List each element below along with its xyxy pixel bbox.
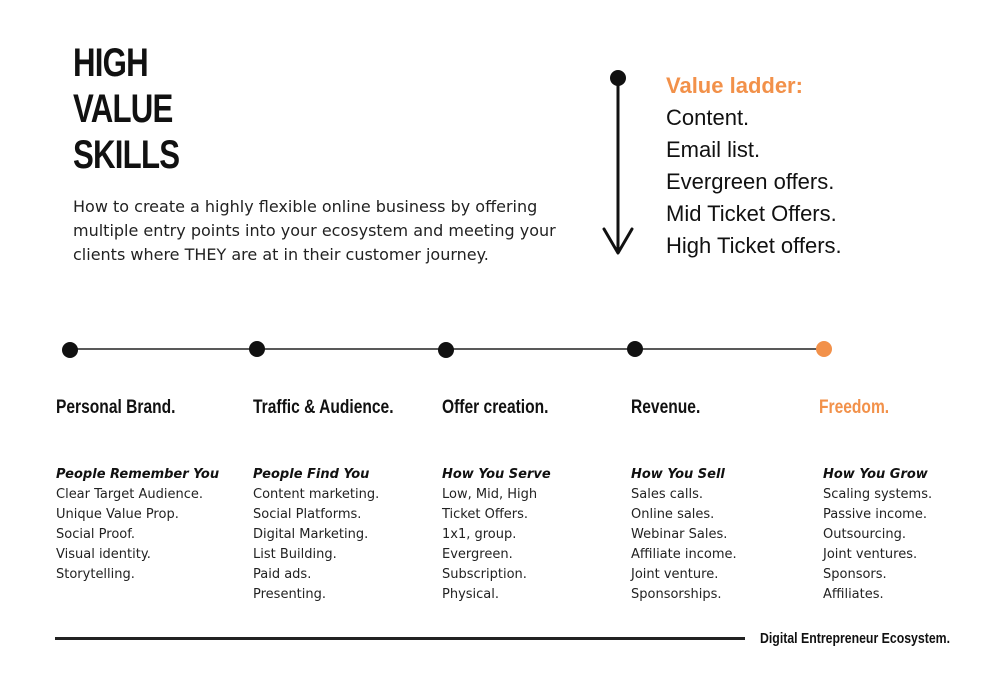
stage-item: Passive income.	[823, 507, 927, 522]
down-arrow-icon	[596, 65, 640, 265]
stage-subheading: How You Grow	[823, 467, 928, 482]
timeline-dot-freedom	[816, 341, 832, 357]
value-ladder-item: Evergreen offers.	[666, 169, 835, 194]
timeline-dot-traffic	[249, 341, 265, 357]
stage-item: 1x1, group.	[442, 527, 517, 542]
stage-item: Content marketing.	[253, 487, 380, 502]
value-ladder-title: Value ladder:	[666, 73, 803, 98]
stage-item: Sales calls.	[631, 487, 703, 502]
stage-item: Unique Value Prop.	[56, 507, 179, 522]
stage-subheading: People Find You	[253, 467, 370, 482]
stage-subheading: People Remember You	[56, 467, 220, 482]
stage-item: Online sales.	[631, 507, 715, 522]
timeline-dot-revenue	[627, 341, 643, 357]
title-line-3: SKILLS	[73, 133, 180, 177]
stage-heading: Personal Brand.	[56, 397, 176, 418]
value-ladder	[666, 70, 842, 262]
stage-traffic-audience	[253, 395, 424, 605]
stage-item: Affiliates.	[823, 587, 884, 602]
value-ladder-item: High Ticket offers.	[666, 233, 842, 258]
stage-item: Storytelling.	[56, 567, 135, 582]
stage-item: Ticket Offers.	[442, 507, 529, 522]
title-line-2: VALUE	[73, 87, 173, 131]
stage-item: Webinar Sales.	[631, 527, 728, 542]
stage-item: Paid ads.	[253, 567, 312, 582]
stage-personal-brand	[56, 395, 219, 585]
stage-item: Visual identity.	[56, 547, 151, 562]
timeline-dot-personal-brand	[62, 342, 78, 358]
value-ladder-item: Email list.	[666, 137, 761, 162]
stage-subheading: How You Serve	[442, 467, 551, 482]
stage-heading: Freedom.	[819, 397, 890, 418]
stage-item: List Building.	[253, 547, 337, 562]
value-ladder-item: Mid Ticket Offers.	[666, 201, 837, 226]
stage-freedom	[819, 395, 932, 605]
stage-heading: Revenue.	[631, 397, 701, 418]
stage-item: Social Platforms.	[253, 507, 362, 522]
timeline-dot-offer	[438, 342, 454, 358]
stage-subheading: How You Sell	[631, 467, 725, 482]
stage-item: Sponsors.	[823, 567, 887, 582]
stage-item: Presenting.	[253, 587, 327, 602]
stage-offer-creation	[442, 395, 572, 605]
stage-item: Social Proof.	[56, 527, 136, 542]
stage-item: Digital Marketing.	[253, 527, 369, 542]
stage-item: Joint ventures.	[823, 547, 918, 562]
stage-heading: Traffic & Audience.	[253, 397, 394, 418]
timeline	[0, 330, 1000, 370]
stage-item: Physical.	[442, 587, 500, 602]
stage-item: Scaling systems.	[823, 487, 933, 502]
stage-item: Outsourcing.	[823, 527, 906, 542]
stage-item: Low, Mid, High	[442, 487, 538, 502]
page-title	[73, 40, 179, 178]
stage-item: Joint venture.	[631, 567, 719, 582]
stage-item: Evergreen.	[442, 547, 513, 562]
stage-heading: Offer creation.	[442, 397, 549, 418]
footer-caption: Digital Entrepreneur Ecosystem.	[760, 630, 951, 647]
title-line-1: HIGH	[73, 41, 148, 85]
footer-divider	[55, 637, 745, 640]
stage-item: Affiliate income.	[631, 547, 737, 562]
stage-item: Subscription.	[442, 567, 527, 582]
subtitle: How to create a highly flexible online business by offering multiple entry points into your ecosystem and meeting your clients where THEY are at in their customer journey.	[73, 197, 556, 264]
value-ladder-item: Content.	[666, 105, 750, 130]
stage-revenue	[631, 395, 737, 605]
stage-item: Sponsorships.	[631, 587, 722, 602]
stage-item: Clear Target Audience.	[56, 487, 203, 502]
